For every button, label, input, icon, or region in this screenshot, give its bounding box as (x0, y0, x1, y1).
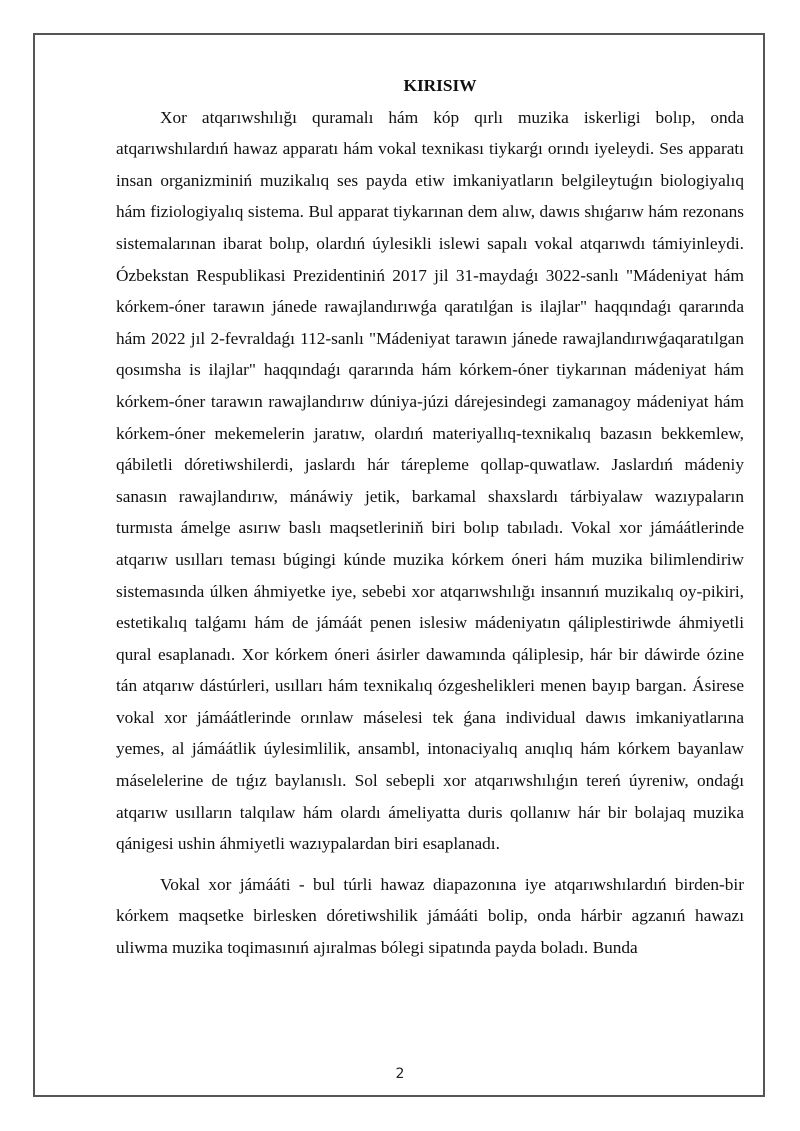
document-body (116, 70, 744, 964)
paragraph-2: Vokal xor jámááti - bul túrli hawaz diapazonına iye atqarıwshılardıń birden-bir kórkem maqsetke birlesken dóretiwshilik jámááti bolip, onda hárbir agzanıń hawazı uliwma muzika toqimasınıń ajıralmas bólegi sipatında payda boladı. Bunda (116, 874, 744, 958)
paragraph-1: Xor atqarıwshılığı quramalı hám kóp qırlı muzika iskerligi bolıp, onda atqarıwshılardıń hawaz apparatı hám vokal texnikası tiykarǵı orındı iyeleydi. Ses apparatı insan organizminiń muzikalıq ses payda etiw imkaniyatların belgileytuǵın biologiyalıq hám fiziologiyalıq sistema. Bul apparat tiykarınan dem alıw, dawıs shıǵarıw hám rezonans sistemalarınan ibarat bolıp, olardıń úylesikli islewi sapalı vokal atqarıwdı támiyinleydi. Ózbekstan Respublikasi Prezidentiniń 2017 jil 31-maydaǵı 3022-sanlı "Mádeniyat hám kórkem-óner tarawın jánede rawajlandırıwǵa qaratılǵan is ilajlar" haqqındaǵı qararında hám 2022 jıl 2-fevraldaǵı 112-sanlı "Mádeniyat tarawın jánede rawajlandırıwǵaqaratılgan qosımsha is ilajlar" haqqındaǵı qararında hám kórkem-óner tiykarınan mádeniyat hám kórkem-óner tarawın rawajlandırıw dúniya-júzi dárejesindegi zamanagoy mádeniyat hám kórkem-óner mekemelerin jaratıw, olardıń materiyallıq-texnikalıq bazasın bekkemlew, qábiletli dóretiwshilerdi, jaslardı hár tárepleme qollap-quwatlaw. Jaslardıń mádeniy sanasın rawajlandırıw, mánáwiy jetik, barkamal shaxslardı tárbiyalaw wazıypaların turmısta ámelge asırıw baslı maqsetleriniň biri bolıp tabıladı. Vokal xor jámáátlerinde atqarıw usılları teması búgingi kúnde muzika kórkem óneri hám muzika bilimlendiriw sistemasında úlken áhmiyetke iye, sebebi xor atqarıwshılığı insannıń muzikalıq oy-pikiri, estetikalıq talǵamı hám de jámáát penen islesiw mádeniyatın qáliplestiriwde áhmiyetli qural esaplanadı. Xor kórkem óneri ásirler dawamında qáliplesip, hár bir dáwirde ózine tán atqarıw dástúrleri, usılları hám texnikalıq ózgeshelikleri menen bayıp bargan. Ásirese vokal xor jámáátlerinde orınlaw máselesi tek ǵana individual dawıs imkaniyatlarına yemes, al jámáátlik úylesimlilik, ansambl, intonaciyalıq anıqlıq hám kórkem bayanlaw máselelerine de tıǵız baylanıslı. Sol sebepli xor atqarıwshılıǵın tereń úyreniw, ondaǵı atqarıw usılların talqılaw hám olardı ámeliyatta duris qollanıw hár bir bolajaq muzika qánigesi ushin áhmiyetli wazıypalardan biri esaplanadı. (116, 107, 744, 854)
document-title: KIRISIW (403, 76, 477, 95)
page-number: 2 (395, 1066, 405, 1082)
